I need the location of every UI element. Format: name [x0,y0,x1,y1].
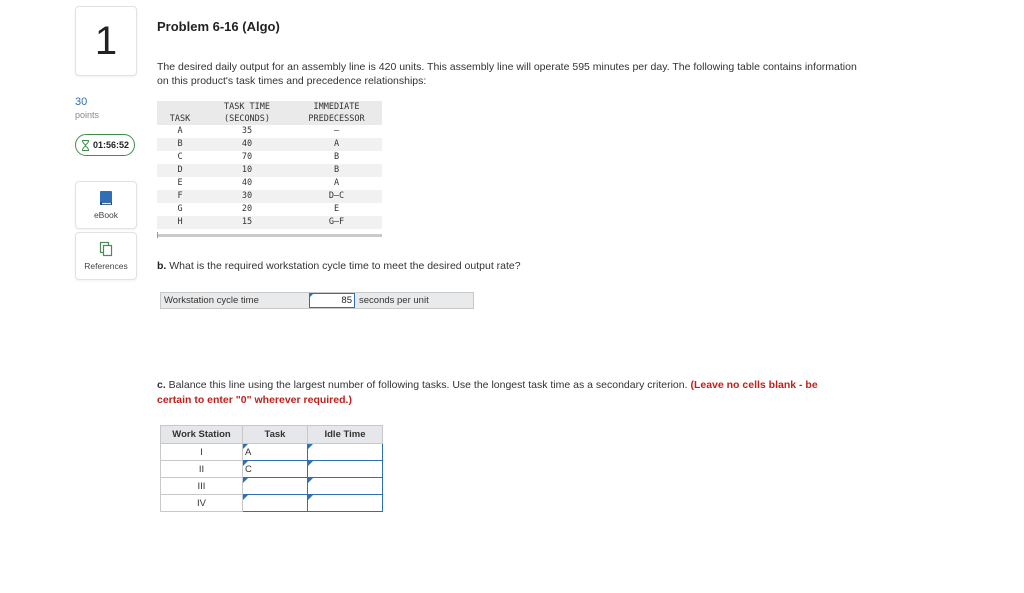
predecessor-cell: A [333,139,340,149]
input-flag-icon [308,495,313,500]
references-label: References [84,261,128,271]
table-row [161,495,383,512]
input-flag-icon [243,461,248,466]
table-row [157,151,382,164]
task-input[interactable] [243,495,308,512]
task-cell: A [177,126,183,136]
time-cell: 10 [241,165,253,175]
table-left-tick [157,232,158,238]
copy-icon [99,241,113,257]
table-row [161,478,383,495]
table-row [157,125,382,138]
timer-badge [75,134,135,156]
timer-text: 01:56:52 [92,140,130,150]
input-flag-icon [308,461,313,466]
part-c-question: c. Balance this line using the largest number of following tasks. Use the longest task time as a secondary criterion. (Leave no cells blank - be certain to enter "0" wherever required.) [157,379,818,406]
task-cell: C [177,152,183,162]
table-row [157,177,382,190]
idle-time-input[interactable] [308,444,383,461]
task-cell: E [177,178,183,188]
table-row [157,164,382,177]
time-cell: 70 [241,152,253,162]
station-cell: IV [161,495,243,512]
task-cell: H [177,217,183,227]
task-input[interactable]: C [243,461,308,478]
table-row [157,203,382,216]
references-button[interactable] [75,232,137,280]
predecessor-cell: B [333,152,340,162]
predecessor-cell: A [333,178,340,188]
cycle-time-row [160,292,474,309]
task-time-header: TASK TIME (SECONDS) [223,102,271,124]
table-row [157,216,382,229]
task-cell: F [177,191,183,201]
task-input[interactable] [243,478,308,495]
cycle-time-input[interactable] [309,293,355,308]
idle-time-input[interactable] [308,461,383,478]
time-cell: 35 [241,126,253,136]
time-cell: 15 [241,217,253,227]
input-flag-icon [243,495,248,500]
station-cell: II [161,461,243,478]
predecessor-cell: E [333,204,340,214]
problem-intro: The desired daily output for an assembly line is 420 units. This assembly line will operate 595 minutes per day. The following table contains information on this product's task times and precedence relationships: [157,61,857,87]
idle-time-input[interactable] [308,478,383,495]
table-row [157,190,382,203]
question-number: 1 [75,6,137,76]
part-b-question: b. What is the required workstation cycle time to meet the desired output rate? [157,260,521,272]
task-header: Task [243,426,308,444]
idle-time-input[interactable] [308,495,383,512]
task-cell: B [177,139,183,149]
station-cell: III [161,478,243,495]
task-table [157,101,382,229]
time-cell: 20 [241,204,253,214]
cycle-time-unit: seconds per unit [359,295,429,306]
predecessor-header: IMMEDIATE PREDECESSOR [308,102,365,124]
predecessor-cell: B [333,165,340,175]
ebook-button[interactable] [75,181,137,229]
time-cell: 40 [241,139,253,149]
input-flag-icon [308,444,313,449]
workstation-table [160,425,383,512]
ebook-label: eBook [93,210,119,220]
work-station-header: Work Station [161,426,243,444]
predecessor-cell: G–F [328,217,345,227]
task-cell: D [177,165,183,175]
task-cell: G [177,204,183,214]
problem-title: Problem 6-16 (Algo) [157,19,280,34]
points-label: points [75,110,100,120]
station-cell: I [161,444,243,461]
part-c-warning: (Leave no cells blank - be certain to enter "0" wherever required.) [157,379,818,406]
table-bottom-rule [157,234,382,237]
time-cell: 40 [241,178,253,188]
points-value: 30 [75,96,88,108]
time-cell: 30 [241,191,253,201]
table-row [161,444,383,461]
input-flag-icon [243,444,248,449]
predecessor-cell: – [333,126,340,136]
predecessor-cell: D–C [328,191,345,201]
idle-time-header: Idle Time [308,426,383,444]
task-input[interactable]: A [243,444,308,461]
book-icon [99,190,113,206]
table-row [157,138,382,151]
input-flag-icon [243,478,248,483]
task-header: TASK [169,114,191,124]
input-flag-icon [309,293,314,298]
hourglass-icon [81,140,90,151]
input-flag-icon [308,478,313,483]
cycle-time-label: Workstation cycle time [164,295,259,306]
table-row [161,461,383,478]
